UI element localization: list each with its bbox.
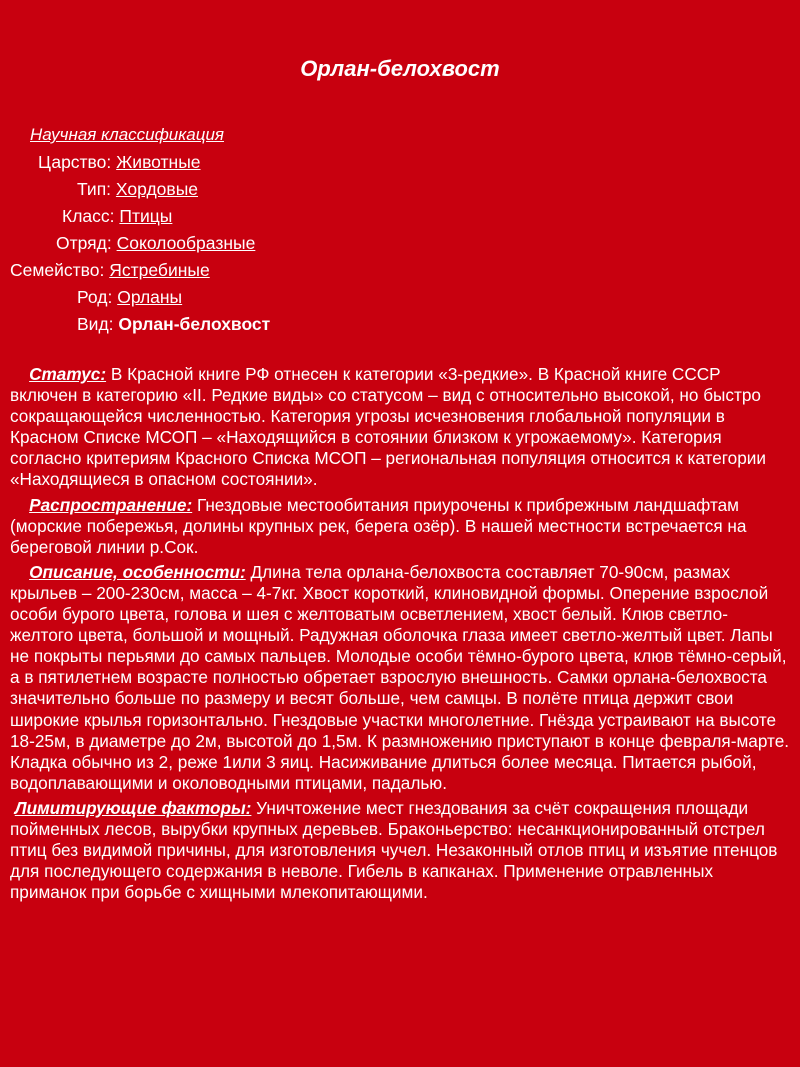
classification-value: Орлан-белохвост — [118, 314, 271, 334]
classification-heading: Научная классификация — [30, 125, 224, 144]
section-heading: Статус: — [29, 364, 107, 384]
classification-row-order — [56, 233, 255, 254]
classification-value-link[interactable]: Животные — [116, 152, 201, 172]
classification-value-link[interactable]: Орланы — [117, 287, 183, 307]
section-text: Гнездовые местообитания приурочены к прибрежным ландшафтам (морские побережья, долины крупных рек, берега озёр). В нашей местности встречается на береговой линии р.Сок. — [10, 494, 747, 557]
classification-label: Вид: — [77, 314, 114, 334]
section-text: В Красной книге РФ отнесен к категории «3-редкие». В Красной книге СССР включен в категорию «II. Редкие виды» со статусом – вид с относительно высокой, но быстро сокращающейся численностью. Категория угрозы исчезновения глобальной популяции в Красном Списке МСОП – «Находящийся в сотоянии близком к угрожаемому». Категория согласно критериям Красного Списка МСОП – региональная популяция относится к категории «Находящиеся в опасном состоянии». — [10, 364, 766, 490]
classification-value-link[interactable]: Птицы — [119, 206, 173, 226]
classification-value-link[interactable]: Соколообразные — [116, 233, 256, 253]
classification-label: Класс: — [62, 206, 115, 226]
classification-row-class — [62, 206, 172, 227]
classification-row-phylum — [77, 179, 198, 200]
classification-label: Царство: — [38, 152, 112, 172]
section-status — [10, 364, 790, 491]
section-text: Длина тела орлана-белохвоста составляет 70-90см, размах крыльев – 200-230см, масса – 4-7кг. Хвост короткий, клиновидной формы. Оперение взрослой особи бурого цвета, голова и шея с желтоватым осветлением, хвост белый. Клюв светло-желтого цвета, большой и мощный. Радужная оболочка глаза имеет светло-желтый цвет. Лапы не покрыты перьями до самых пальцев. Молодые особи тёмно-бурого цвета, клюв тёмно-серый, а в пятилетнем возрасте полностью обретает взрослую внешность. Самки орлана-белохвоста значительно больше по размеру и весят больше, чем самцы. В полёте птица держит свои широкие крылья горизонтально. Гнездовые участки многолетние. Гнёзда устраивают на высоте 18-25м, в диаметре до 2м, высотой до 1,5м. К размножению приступают в конце февраля-марте. Кладка обычно из 2, реже 1или 3 яиц. Насиживание длиться более месяца. Питается рыбой, водоплавающими и околоводными птицами, падалью. — [10, 561, 790, 793]
classification-label: Отряд: — [56, 233, 112, 253]
section-limiting-factors — [10, 798, 790, 903]
section-heading: Описание, особенности: — [29, 561, 246, 582]
classification-row-kingdom — [38, 152, 201, 173]
section-heading: Распространение: — [29, 494, 193, 515]
classification-row-family — [10, 260, 210, 281]
classification-value-link[interactable]: Хордовые — [115, 179, 199, 199]
page-title: Орлан-белохвост — [300, 56, 500, 81]
classification-label: Тип: — [77, 179, 112, 199]
classification-label: Семейство: — [10, 260, 105, 280]
classification-row-species — [77, 314, 270, 335]
section-text: Уничтожение мест гнездования за счёт сокращения площади пойменных лесов, вырубки крупных деревьев. Браконьерство: несанкционированный отстрел птиц без видимой причины, для изготовления чучел. Незаконный отлов птиц и изъятие птенцов для последующего содержания в неволе. Гибель в капканах. Применение отравленных приманок при борьбе с хищными млекопитающими. — [10, 797, 778, 903]
classification-label: Род: — [77, 287, 113, 307]
section-distribution — [10, 495, 790, 558]
classification-row-genus — [77, 287, 182, 308]
section-heading: Лимитирующие факторы: — [14, 797, 252, 818]
article-body — [10, 364, 790, 907]
classification-value-link[interactable]: Ястребиные — [109, 260, 210, 280]
section-description — [10, 562, 790, 794]
